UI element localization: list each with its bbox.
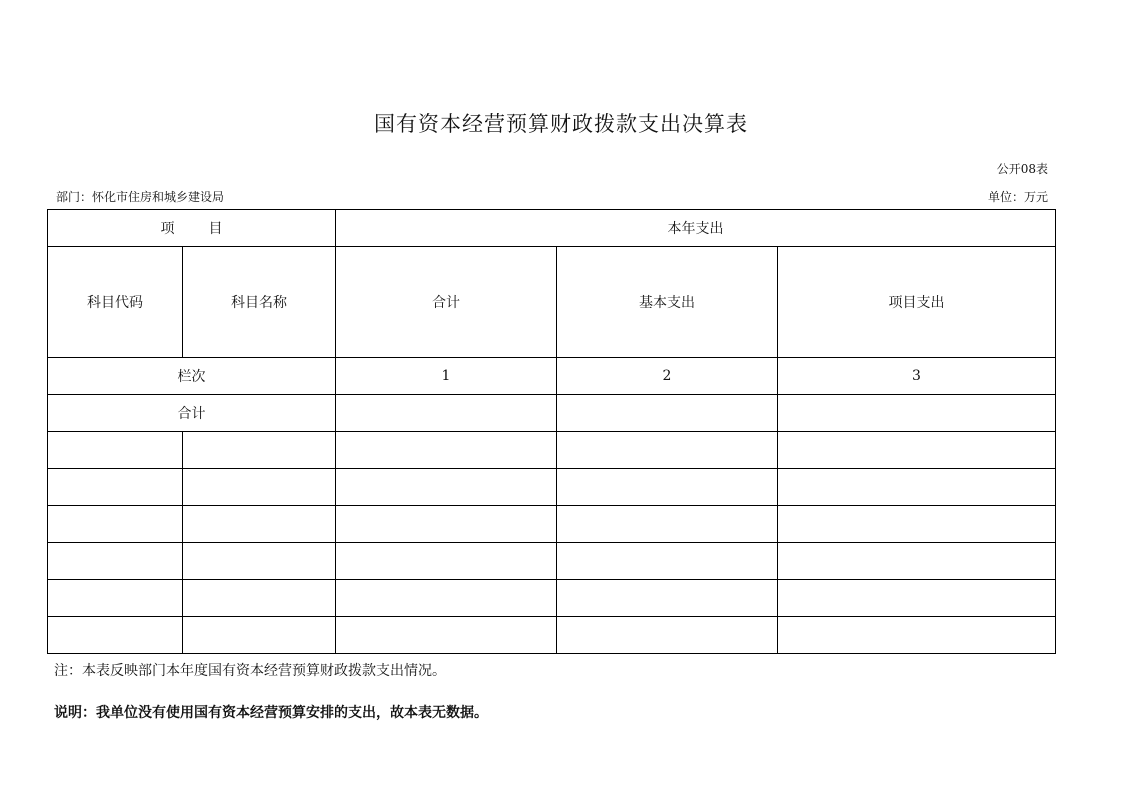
table-cell	[336, 580, 557, 617]
header-subject-code: 科目代码	[48, 247, 183, 358]
table-note: 注：本表反映部门本年度国有资本经营预算财政拨款支出情况。	[54, 663, 446, 679]
table-row	[48, 506, 1056, 543]
unit-label: 单位：万元	[987, 190, 1048, 204]
total-row-cell	[336, 395, 557, 432]
total-row-cell	[557, 395, 778, 432]
page-title: 国有资本经营预算财政拨款支出决算表	[374, 112, 748, 136]
header-subject-name: 科目名称	[183, 247, 336, 358]
table-cell	[557, 580, 778, 617]
table-number: 公开08表	[996, 162, 1048, 176]
table-subheader-row	[48, 247, 1056, 358]
total-row-label: 合计	[48, 395, 336, 432]
table-cell	[778, 617, 1056, 654]
explanation-text: 说明：我单位没有使用国有资本经营预算安排的支出，故本表无数据。	[54, 705, 488, 721]
table-cell	[48, 469, 183, 506]
column-index-2: 2	[557, 358, 778, 395]
table-cell	[183, 506, 336, 543]
column-index-label: 栏次	[48, 358, 336, 395]
table-cell	[557, 617, 778, 654]
table-cell	[183, 617, 336, 654]
column-index-row	[48, 358, 1056, 395]
table-cell	[336, 543, 557, 580]
table-cell	[48, 580, 183, 617]
table-cell	[183, 580, 336, 617]
table-cell	[778, 432, 1056, 469]
expense-table	[47, 209, 1056, 654]
table-cell	[336, 469, 557, 506]
table-cell	[48, 432, 183, 469]
table-row	[48, 469, 1056, 506]
table-row	[48, 580, 1056, 617]
header-item-part2: 目	[208, 221, 223, 237]
column-index-1: 1	[336, 358, 557, 395]
total-row	[48, 395, 1056, 432]
table-row	[48, 617, 1056, 654]
header-project-expense: 项目支出	[778, 247, 1056, 358]
table-cell	[336, 506, 557, 543]
header-total: 合计	[336, 247, 557, 358]
table-cell	[778, 469, 1056, 506]
table-cell	[557, 432, 778, 469]
header-item-part1: 项	[160, 221, 175, 237]
table-cell	[48, 543, 183, 580]
table-cell	[183, 469, 336, 506]
table-cell	[778, 506, 1056, 543]
table-cell	[183, 432, 336, 469]
header-current-year-expense: 本年支出	[336, 210, 1056, 247]
column-index-3: 3	[778, 358, 1056, 395]
table-cell	[778, 543, 1056, 580]
total-row-cell	[778, 395, 1056, 432]
table-cell	[183, 543, 336, 580]
table-cell	[48, 506, 183, 543]
table-header-row	[48, 210, 1056, 247]
table-cell	[557, 543, 778, 580]
table-cell	[557, 506, 778, 543]
table-cell	[778, 580, 1056, 617]
table-row	[48, 432, 1056, 469]
table-cell	[336, 432, 557, 469]
header-item	[48, 210, 336, 247]
table-row	[48, 543, 1056, 580]
table-cell	[336, 617, 557, 654]
header-basic-expense: 基本支出	[557, 247, 778, 358]
table-cell	[48, 617, 183, 654]
table-cell	[557, 469, 778, 506]
department-label: 部门：怀化市住房和城乡建设局	[56, 190, 225, 204]
